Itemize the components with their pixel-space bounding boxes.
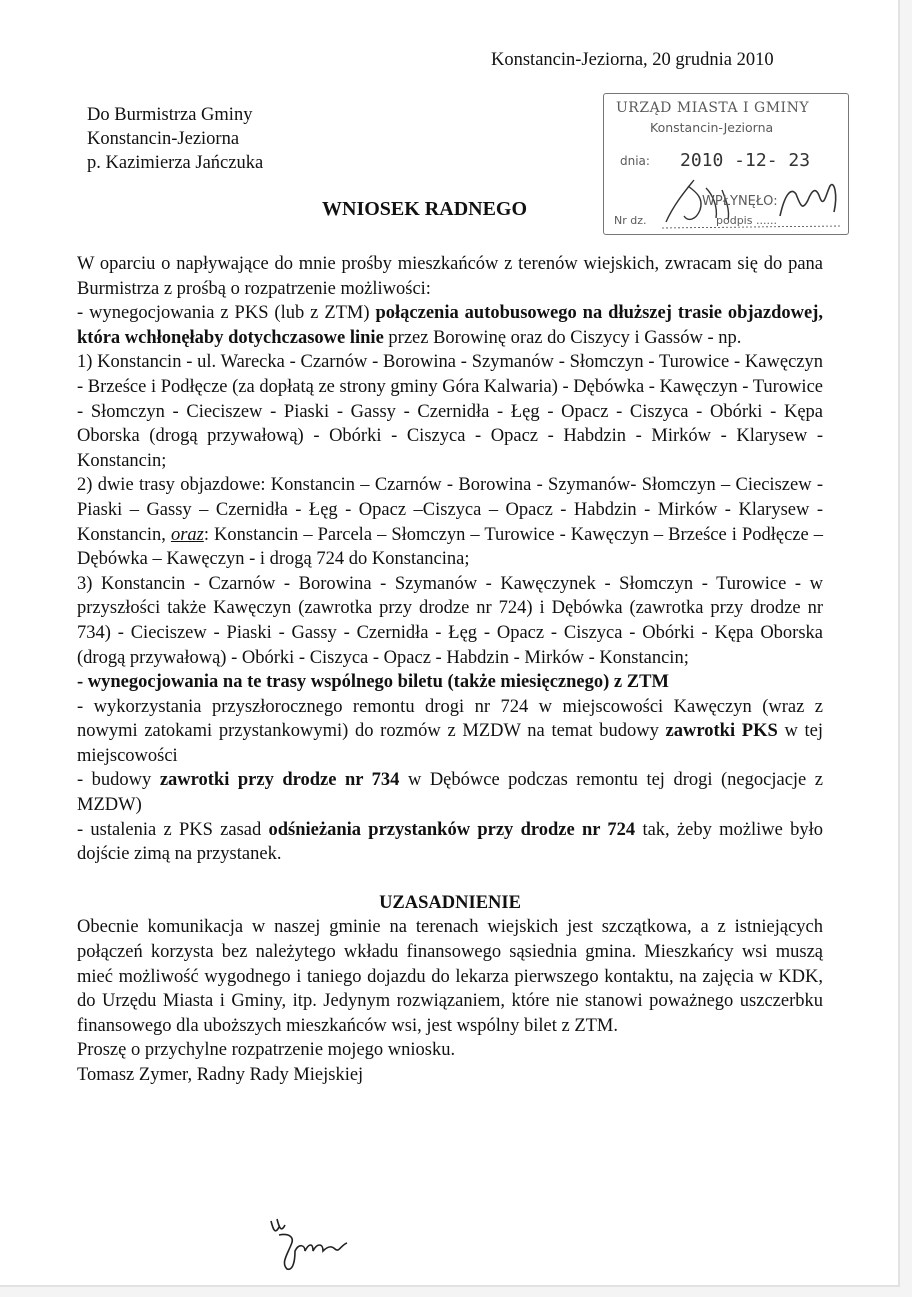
item-3-text: - wykorzystania przyszłorocznego remontu drogi nr 724 w miejscowości Kawęczyn (wraz z nowymi zatokami przystankowymi) do rozmów z MZDW na temat budowy — [77, 696, 823, 742]
item-4-tail: w Dębówce podczas remontu tej drogi (negocjacje z MZDW) — [77, 770, 823, 816]
item-1-tail: przez Borowinę oraz do Ciszycy i Gassów - np. — [383, 327, 742, 348]
addressee-line-2: Konstancin-Jeziorna — [87, 129, 240, 149]
document-title: WNIOSEK RADNEGO — [322, 198, 528, 220]
stamp-sign-label: podpis ...... — [716, 214, 777, 227]
stamp-date: 2010 -12- 23 — [680, 150, 811, 171]
item-1-bold: połączenia autobusowego na dłuższej trasie objazdowej, która wchłonęłaby dotychczasowe linie — [77, 303, 823, 348]
request-item-5 — [77, 818, 823, 867]
stamp-office: URZĄD MIASTA I GMINY — [616, 100, 810, 116]
item-5-tail: tak, żeby możliwe było dojście zimą na przystanek. — [77, 819, 824, 865]
request-item-3 — [77, 695, 823, 769]
route-2-oraz: oraz — [170, 524, 204, 545]
request-item-4 — [77, 768, 823, 817]
item-4-bold: zawrotki przy drodze nr 734 — [159, 770, 400, 791]
route-2 — [77, 473, 823, 571]
addressee-block — [87, 103, 263, 175]
item-5-bold: odśnieżania przystanków przy drodze nr 724 — [268, 819, 636, 840]
closing-request: Proszę o przychylne rozpatrzenie mojego wniosku. — [77, 1040, 456, 1061]
request-item-2 — [77, 670, 823, 695]
item-3-tail: w tej miejscowości — [77, 721, 823, 766]
item-5-text: - ustalenia z PKS zasad — [77, 819, 269, 840]
intro-paragraph: W oparciu o napływające do mnie prośby mieszkańców z terenów wiejskich, zwracam się do pana Burmistrza z prośbą o rozpatrzenie możliwości: — [77, 254, 823, 299]
place-date: Konstancin-Jeziorna, 20 grudnia 2010 — [491, 50, 774, 70]
justification-title: UZASADNIENIE — [379, 892, 521, 913]
stamp-received: WPŁYNĘŁO: — [702, 194, 778, 209]
addressee-line-3: p. Kazimierza Jańczuka — [87, 153, 264, 173]
closing-author: Tomasz Zymer, Radny Rady Miejskiej — [77, 1065, 364, 1085]
route-3: 3) Konstancin - Czarnów - Borowina - Szymanów - Kawęczynek - Słomczyn - Turowice - w przyszłości także Kawęczyn (zawrotka przy drodze nr 724) i Dębówka (zawrotka przy drodze nr 734) - Cieciszew - Piaski - Gassy - Czernidła - Łęg - Opacz - Ciszyca - Obórki - Kępa Oborska (drogą przywałową) - Obórki - Ciszyca - Opacz - Habdzin - Mirków - Konstancin; — [77, 573, 823, 668]
justification-text: Obecnie komunikacja w naszej gminie na terenach wiejskich jest szczątkowa, a z istniejących połączeń korzysta bez należytego wkładu finansowego sąsiednia gmina. Mieszkańcy wsi muszą mieć możliwość wygodnego i taniego dojazdu do lekarza pierwszego kontaktu, na zajęcia w KDK, do Urzędu Miasta i Gminy, itp. Jedynym rozwiązaniem, które nie stanowi poważnego uszczerbku finansowego dla uboższych mieszkańców wsi, jest wspólny bilet z ZTM. — [77, 917, 823, 1036]
route-2-tail: : Konstancin – Parcela – Słomczyn – Turowice - Kawęczyn – Brześce i Podłęcze – Dębówka – Kawęczyn - i drogą 724 do Konstancina; — [77, 524, 823, 570]
stamp-nr-label: Nr dz. — [614, 214, 647, 227]
item-1-text: - wynegocjowania z PKS (lub z ZTM) — [77, 303, 376, 324]
received-stamp — [603, 93, 849, 235]
request-item-1 — [77, 301, 823, 350]
addressee-line-1: Do Burmistrza Gminy — [87, 105, 253, 125]
stamp-date-label: dnia: — [620, 154, 650, 168]
route-2-text: 2) dwie trasy objazdowe: Konstancin – Czarnów - Borowina - Szymanów- Słomczyn – Cieciszew - Piaski – Gassy – Czernidła - Łęg - Opacz –Ciszyca – Opacz - Habdzin - Mirków - Klarysew - Konstancin, — [77, 475, 823, 545]
document-body — [77, 252, 823, 1088]
handwritten-signature — [265, 1213, 355, 1273]
item-4-text: - budowy — [77, 770, 160, 791]
stamp-town: Konstancin-Jeziorna — [650, 120, 774, 135]
item-2-bold: - wynegocjowania na te trasy wspólnego biletu (także miesięcznego) z ZTM — [77, 672, 669, 693]
route-1: 1) Konstancin - ul. Warecka - Czarnów - Borowina - Szymanów - Słomczyn - Turowice - Kawęczyn - Brześce i Podłęcze (za dopłatą ze strony gminy Góra Kalwaria) - Dębówka - Kawęczyn - Turowice - Słomczyn - Cieciszew - Piaski - Gassy - Czernidła - Łęg - Opacz - Ciszyca - Obórki - Kępa Oborska (drogą przywałową) - Obórki - Ciszyca - Opacz - Habdzin - Mirków - Klarysew - Konstancin; — [77, 352, 823, 471]
item-3-bold: zawrotki PKS — [665, 721, 778, 742]
